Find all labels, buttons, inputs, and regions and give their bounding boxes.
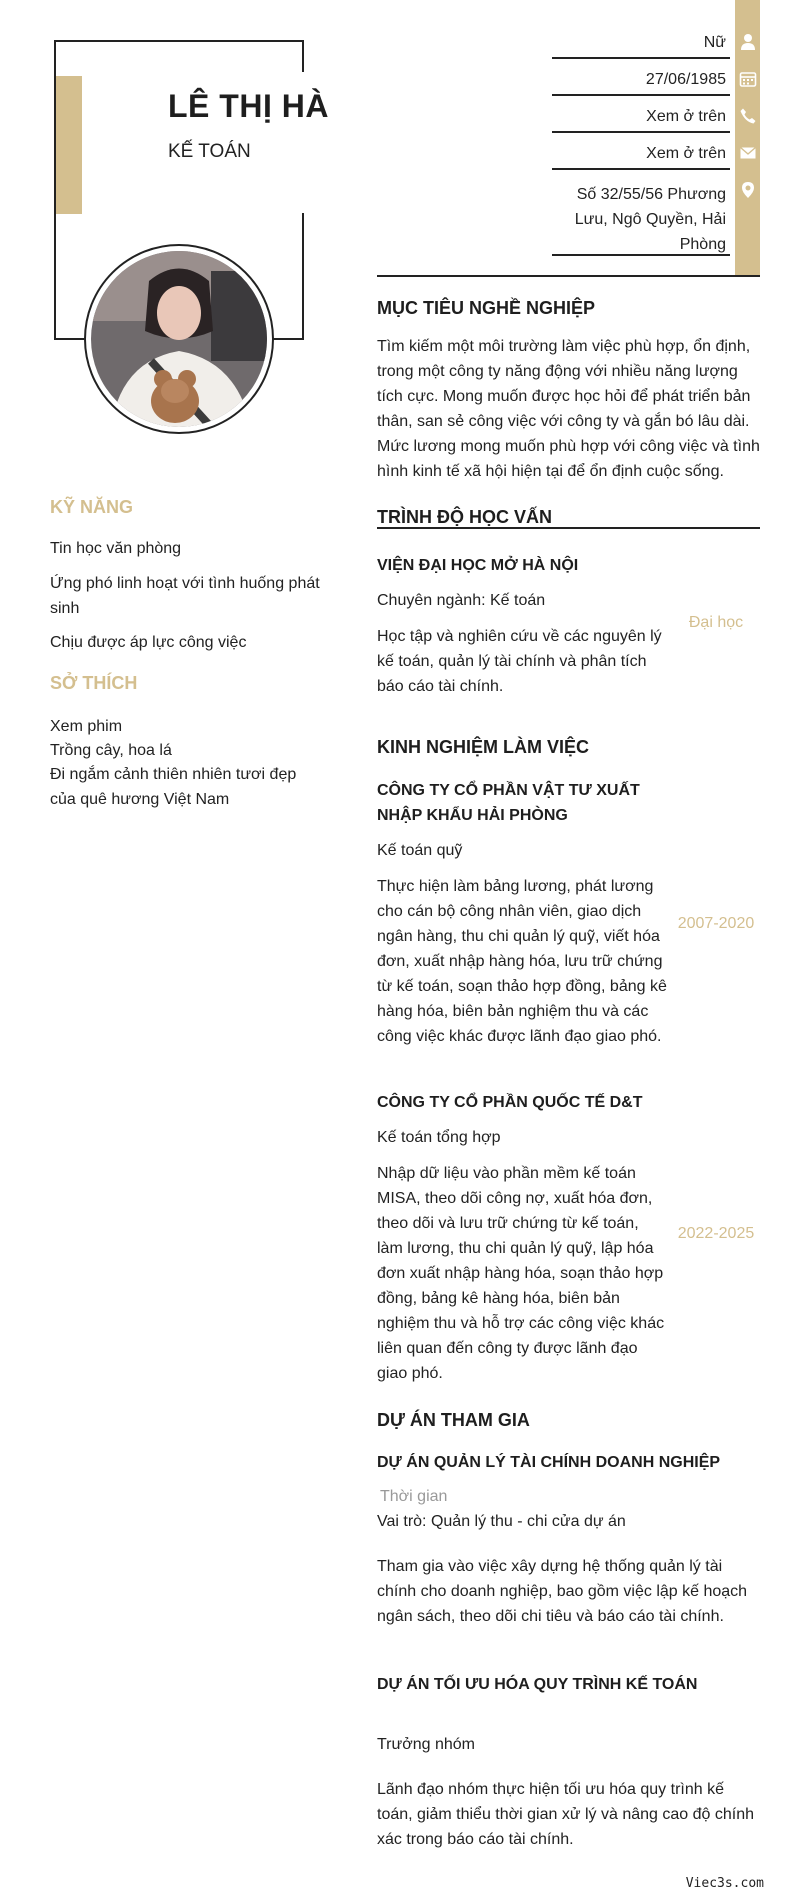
birthday-value: 27/06/1985	[645, 71, 726, 88]
header-frame-right	[302, 40, 304, 72]
address-value: Số 32/55/56 Phương Lưu, Ngô Quyền, Hải Phòng	[574, 186, 726, 253]
divider	[552, 57, 730, 59]
header-frame-bottom	[270, 338, 304, 340]
divider	[552, 131, 730, 133]
project-role: Vai trò: Quản lý thu - chi cửa dự án	[377, 1513, 626, 1530]
education-description: Học tập và nghiên cứu về các nguyên lý kế toán, quản lý tài chính và phân tích báo cáo tài chính.	[377, 628, 662, 695]
location-pin-icon	[739, 181, 757, 199]
watermark: Viec3s.com	[685, 1876, 764, 1891]
objective-heading: MỤC TIÊU NGHỀ NGHIỆP	[377, 298, 596, 318]
job-title: KẾ TOÁN	[168, 141, 251, 162]
school-name: VIỆN ĐẠI HỌC MỞ HÀ NỘI	[377, 557, 579, 574]
project-name: DỰ ÁN QUẢN LÝ TÀI CHÍNH DOANH NGHIỆP	[377, 1454, 721, 1471]
list-item: Tin học văn phòng	[50, 540, 182, 557]
job-position: Kế toán tổng hợp	[377, 1129, 501, 1146]
envelope-icon	[739, 144, 757, 162]
header-frame-right	[302, 213, 304, 340]
gender-value: Nữ	[703, 34, 726, 51]
header-frame-bottom	[54, 338, 84, 340]
divider	[377, 275, 760, 277]
avatar	[91, 251, 267, 427]
user-icon	[739, 33, 757, 51]
calendar-icon	[739, 70, 757, 88]
list-item: Chịu được áp lực công việc	[50, 634, 247, 651]
accent-bar	[56, 76, 82, 214]
list-item: Trồng cây, hoa lá	[50, 742, 172, 759]
phone-icon	[739, 107, 757, 125]
header-frame-top	[54, 40, 304, 42]
list-item: Đi ngắm cảnh thiên nhiên tươi đẹp của quê hương Việt Nam	[50, 766, 297, 808]
education-major: Chuyên ngành: Kế toán	[377, 592, 546, 609]
hobbies-heading: SỞ THÍCH	[50, 673, 138, 693]
experience-heading: KINH NGHIỆM LÀM VIỆC	[377, 737, 590, 757]
divider	[552, 168, 730, 170]
job-description: Thực hiện làm bảng lương, phát lương cho cán bộ công nhân viên, giao dịch ngân hàng, thu chi quản lý quỹ, viết hóa đơn, xuất nhập hàng hóa, lưu trữ chứng từ kế toán, soạn thảo hợp đồng, bảng kê hàng hóa, biên bản nghiệm thu và các công việc khác được lãnh đạo giao phó.	[377, 878, 667, 1045]
project-name: DỰ ÁN TỐI ƯU HÓA QUY TRÌNH KẾ TOÁN	[377, 1676, 698, 1693]
divider	[377, 527, 760, 529]
job-position: Kế toán quỹ	[377, 842, 463, 859]
job-period: 2007-2020	[677, 915, 755, 932]
job-description: Nhập dữ liệu vào phần mềm kế toán MISA, theo dõi công nợ, xuất hóa đơn, theo dõi và lưu trữ chứng từ kế toán, làm lương, thu chi quản lý quỹ, lập hóa đơn xuất nhập hàng hóa, soạn thảo hợp đồng, bảng kê hàng hóa, biên bản nghiệm thu và hỗ trợ các công việc khác liên quan đến công ty được lãnh đạo giao phó.	[377, 1165, 665, 1382]
email-value: Xem ở trên	[646, 145, 726, 162]
company-name: CÔNG TY CỔ PHẦN QUỐC TẾ D&T	[377, 1094, 643, 1111]
phone-value: Xem ở trên	[646, 108, 726, 125]
divider	[552, 254, 730, 256]
list-item: Ứng phó linh hoạt với tình huống phát sinh	[50, 575, 320, 617]
divider	[552, 94, 730, 96]
list-item: Xem phim	[50, 718, 123, 735]
candidate-name: LÊ THỊ HÀ	[168, 88, 329, 124]
company-name: CÔNG TY CỔ PHẦN VẬT TƯ XUẤT NHẬP KHẨU HẢI PHÒNG	[377, 782, 640, 824]
projects-heading: DỰ ÁN THAM GIA	[377, 1410, 530, 1430]
education-heading: TRÌNH ĐỘ HỌC VẤN	[377, 507, 552, 527]
project-role: Trưởng nhóm	[377, 1736, 475, 1753]
objective-text: Tìm kiếm một môi trường làm việc phù hợp, ổn định, trong một công ty năng động với nhiều năng lượng tích cực. Mong muốn được học hỏi để phát triển bản thân, san sẻ công việc với công ty và gắn bó lâu dài. Mức lương mong muốn phù hợp với công việc và tình hình kinh tế xã hội hiện tại để ổn định cuộc sống.	[377, 338, 760, 480]
education-level: Đại học	[688, 614, 744, 631]
project-description: Tham gia vào việc xây dựng hệ thống quản lý tài chính cho doanh nghiệp, bao gồm việc lập kế hoạch ngân sách, theo dõi chi tiêu và báo cáo tài chính.	[377, 1558, 748, 1625]
project-time-label: Thời gian	[380, 1488, 448, 1505]
skills-heading: KỸ NĂNG	[50, 497, 134, 517]
project-description: Lãnh đạo nhóm thực hiện tối ưu hóa quy trình kế toán, giảm thiểu thời gian xử lý và nâng cao độ chính xác trong báo cáo tài chính.	[377, 1781, 754, 1848]
job-period: 2022-2025	[677, 1225, 755, 1242]
